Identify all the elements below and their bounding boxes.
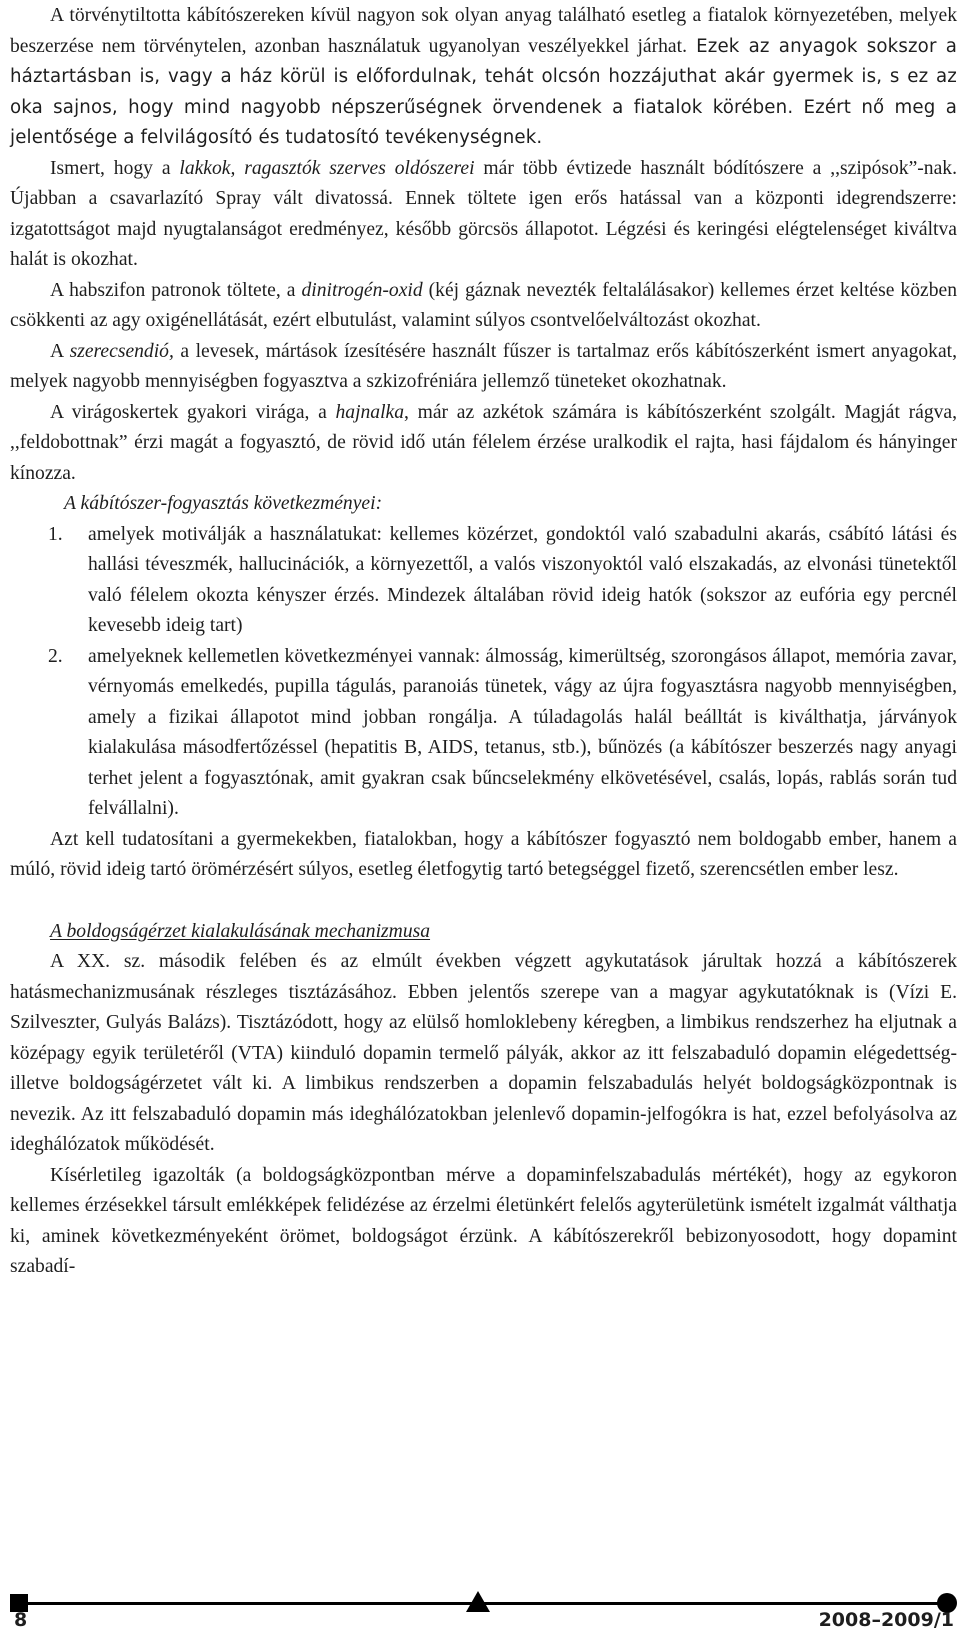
page-footer xyxy=(10,1585,957,1630)
emphasis-nitrous-oxide: dinitrogén-oxid xyxy=(301,279,423,301)
paragraph-nutmeg: A szerecsendió, a levesek, mártások ízesítésére használt fűszer is tartalmaz erős kábítószerként ismert anyagokat, melyek nagyobb mennyiségben fogyasztva a szkizofréniára jellemző tüneteket okozhatnak. xyxy=(10,340,957,392)
emphasis-morning-glory: hajnalka xyxy=(335,401,405,423)
list-item-number: 1. xyxy=(48,523,63,545)
list-item xyxy=(10,642,957,825)
paragraph-solvents: Ismert, hogy a lakkok, ragasztók szerves oldószerei már több évtizede használt bódítószere a ,,szipósok”-nak. Újabban a csavarlazító Spray vált divatossá. Ennek töltete igen erős hatással van a központi idegrendszerre: izgatottságot majd nyugtalanságot eredményez, később görcsös állapotot. Légzési és keringési elégtelenséget kiváltva halát is okozhat. xyxy=(10,157,957,270)
section-heading: A boldogságérzet kialakulásának mechanizmusa xyxy=(50,920,431,942)
list-item-text: amelyek motiválják a használatukat: kellemes közérzet, gondoktól való szabadulni akarás, csábító látási és hallási téveszmék, hallucinációk, a környezettől, a valós viszonyoktól való elszakadás, az elvonási tünetektől való félelem okozta kényszer érzés. Mindezek általában rövid ideig hatók (sokszor az eufória egy percnél kevesebb ideig tart) xyxy=(88,523,957,636)
paragraph-brain-research: A XX. sz. második felében és az elmúlt években végzett agykutatások járultak hozzá a kábítószerek hatásmechanizmusának részleges tisztázásához. Ebben jelentős szerepe van a magyar agykutatóknak is (Vízi E. Szilveszter, Gulyás Balázs). Tisztázódott, hogy az elülső homloklebeny kéregben, a limbikus rendszerhez ha eljutnak a középagy egyik területéről (VTA) kiinduló dopamin termelő pályák, akkor az itt felszabaduló dopamin elégedettség-illetve boldogságérzetet vált ki. A limbikus rendszerben a dopamin felszabadulás helyét boldogságközpontnak is nevezik. Az itt felszabaduló dopamin más ideghálózatokban jelenlevő dopamin-jelfogókra is hat, ezzel befolyásolva az ideghálózatok működését. xyxy=(10,951,957,1155)
paragraph-legal-substances: A törvénytiltotta kábítószereken kívül nagyon sok olyan anyag található esetleg a fiatalok környezetében, melyek beszerzése nem törvénytelen, azonban használatuk ugyanolyan veszélyekkel járhat. Ezek az anyagok sokszor a háztartásban is, vagy a ház körül is előfordulnak, tehát olcsón hozzájuthat akár gyermek is, s ez az oka sajnos, hogy mind nagyobb népszerűségnek örvendenek a fiatalok körében. Ezért nő meg a jelentősége a felvilágosító és tudatosító tevékenységnek. xyxy=(10,5,958,148)
paragraph-experiments: Kísérletileg igazolták (a boldogságközpontban mérve a dopaminfelszabadulás mértékét), hogy az egykoron kellemes érzésekkel társult emlékképek felidézése az érzelmi életünkért felelős agyterületünk ismételt izgalmát válthatja ki, aminek következményeként örömet, boldogságot érzünk. A kábítószerekről bebizonyosodott, hogy dopamint szabadí- xyxy=(10,1164,957,1277)
consequences-list xyxy=(10,520,957,825)
article-body xyxy=(10,1,957,1283)
paragraph-nitrous-oxide: A habszifon patronok töltete, a dinitrogén-oxid (kéj gáznak nevezték feltalálásakor) kellemes érzet keltése közben csökkenti az agy oxigénellátását, ezért elbutulást, valamint súlyos csontvelőelváltozást okozhat. xyxy=(10,279,957,331)
paragraph-conclusion: Azt kell tudatosítani a gyermekekben, fiatalokban, hogy a kábítószer fogyasztó nem boldogabb ember, hanem a múló, rövid ideig tartó örömérzésért súlyos, esetleg életfogytig tartó betegséggel fizető, szerencsétlen ember lesz. xyxy=(10,828,957,880)
list-heading: A kábítószer-fogyasztás következményei: xyxy=(64,493,383,514)
document-page xyxy=(10,0,957,1630)
emphasis-nutmeg: szerecsendió, xyxy=(69,340,174,362)
list-item-text: amelyeknek kellemetlen következményei vannak: álmosság, kimerültség, szorongásos állapot, memória zavar, vérnyomás emelkedés, pupilla tágulás, paranoiás tünetek, vágy az újra fogyasztásra nagyobb mennyiségben, amely a fizikai állapotot mind jobban rongálja. A túladagolás halál beálltát is kiválthatja, járványok kialakulása másodfertőzéssel (hepatitis B, AIDS, tetanus, stb.), bűnözés (a kábítószer beszerzés nagy anyagi terhet jelent a fogyasztónak, amit gyakran csak bűncselekmény elkövetésével, csalás, lopás, rablás során tud felvállalni). xyxy=(88,645,957,819)
list-item xyxy=(10,520,957,642)
emphasis-solvents: lakkok, ragasztók szerves oldószerei xyxy=(179,157,475,179)
paragraph-morning-glory: A virágoskertek gyakori virága, a hajnalka, már az azkétok számára is kábítószerként szolgált. Magját rágva, ,,feldobottnak” érzi magát a fogyasztó, de rövid idő után félelem érzése uralkodik el rajta, hasi fájdalom és hányinger kínozza. xyxy=(10,401,958,484)
triangle-icon xyxy=(466,1591,490,1612)
list-item-number: 2. xyxy=(48,645,63,667)
issue-number: 2008–2009/1 xyxy=(818,1609,954,1631)
page-number: 8 xyxy=(14,1609,28,1631)
